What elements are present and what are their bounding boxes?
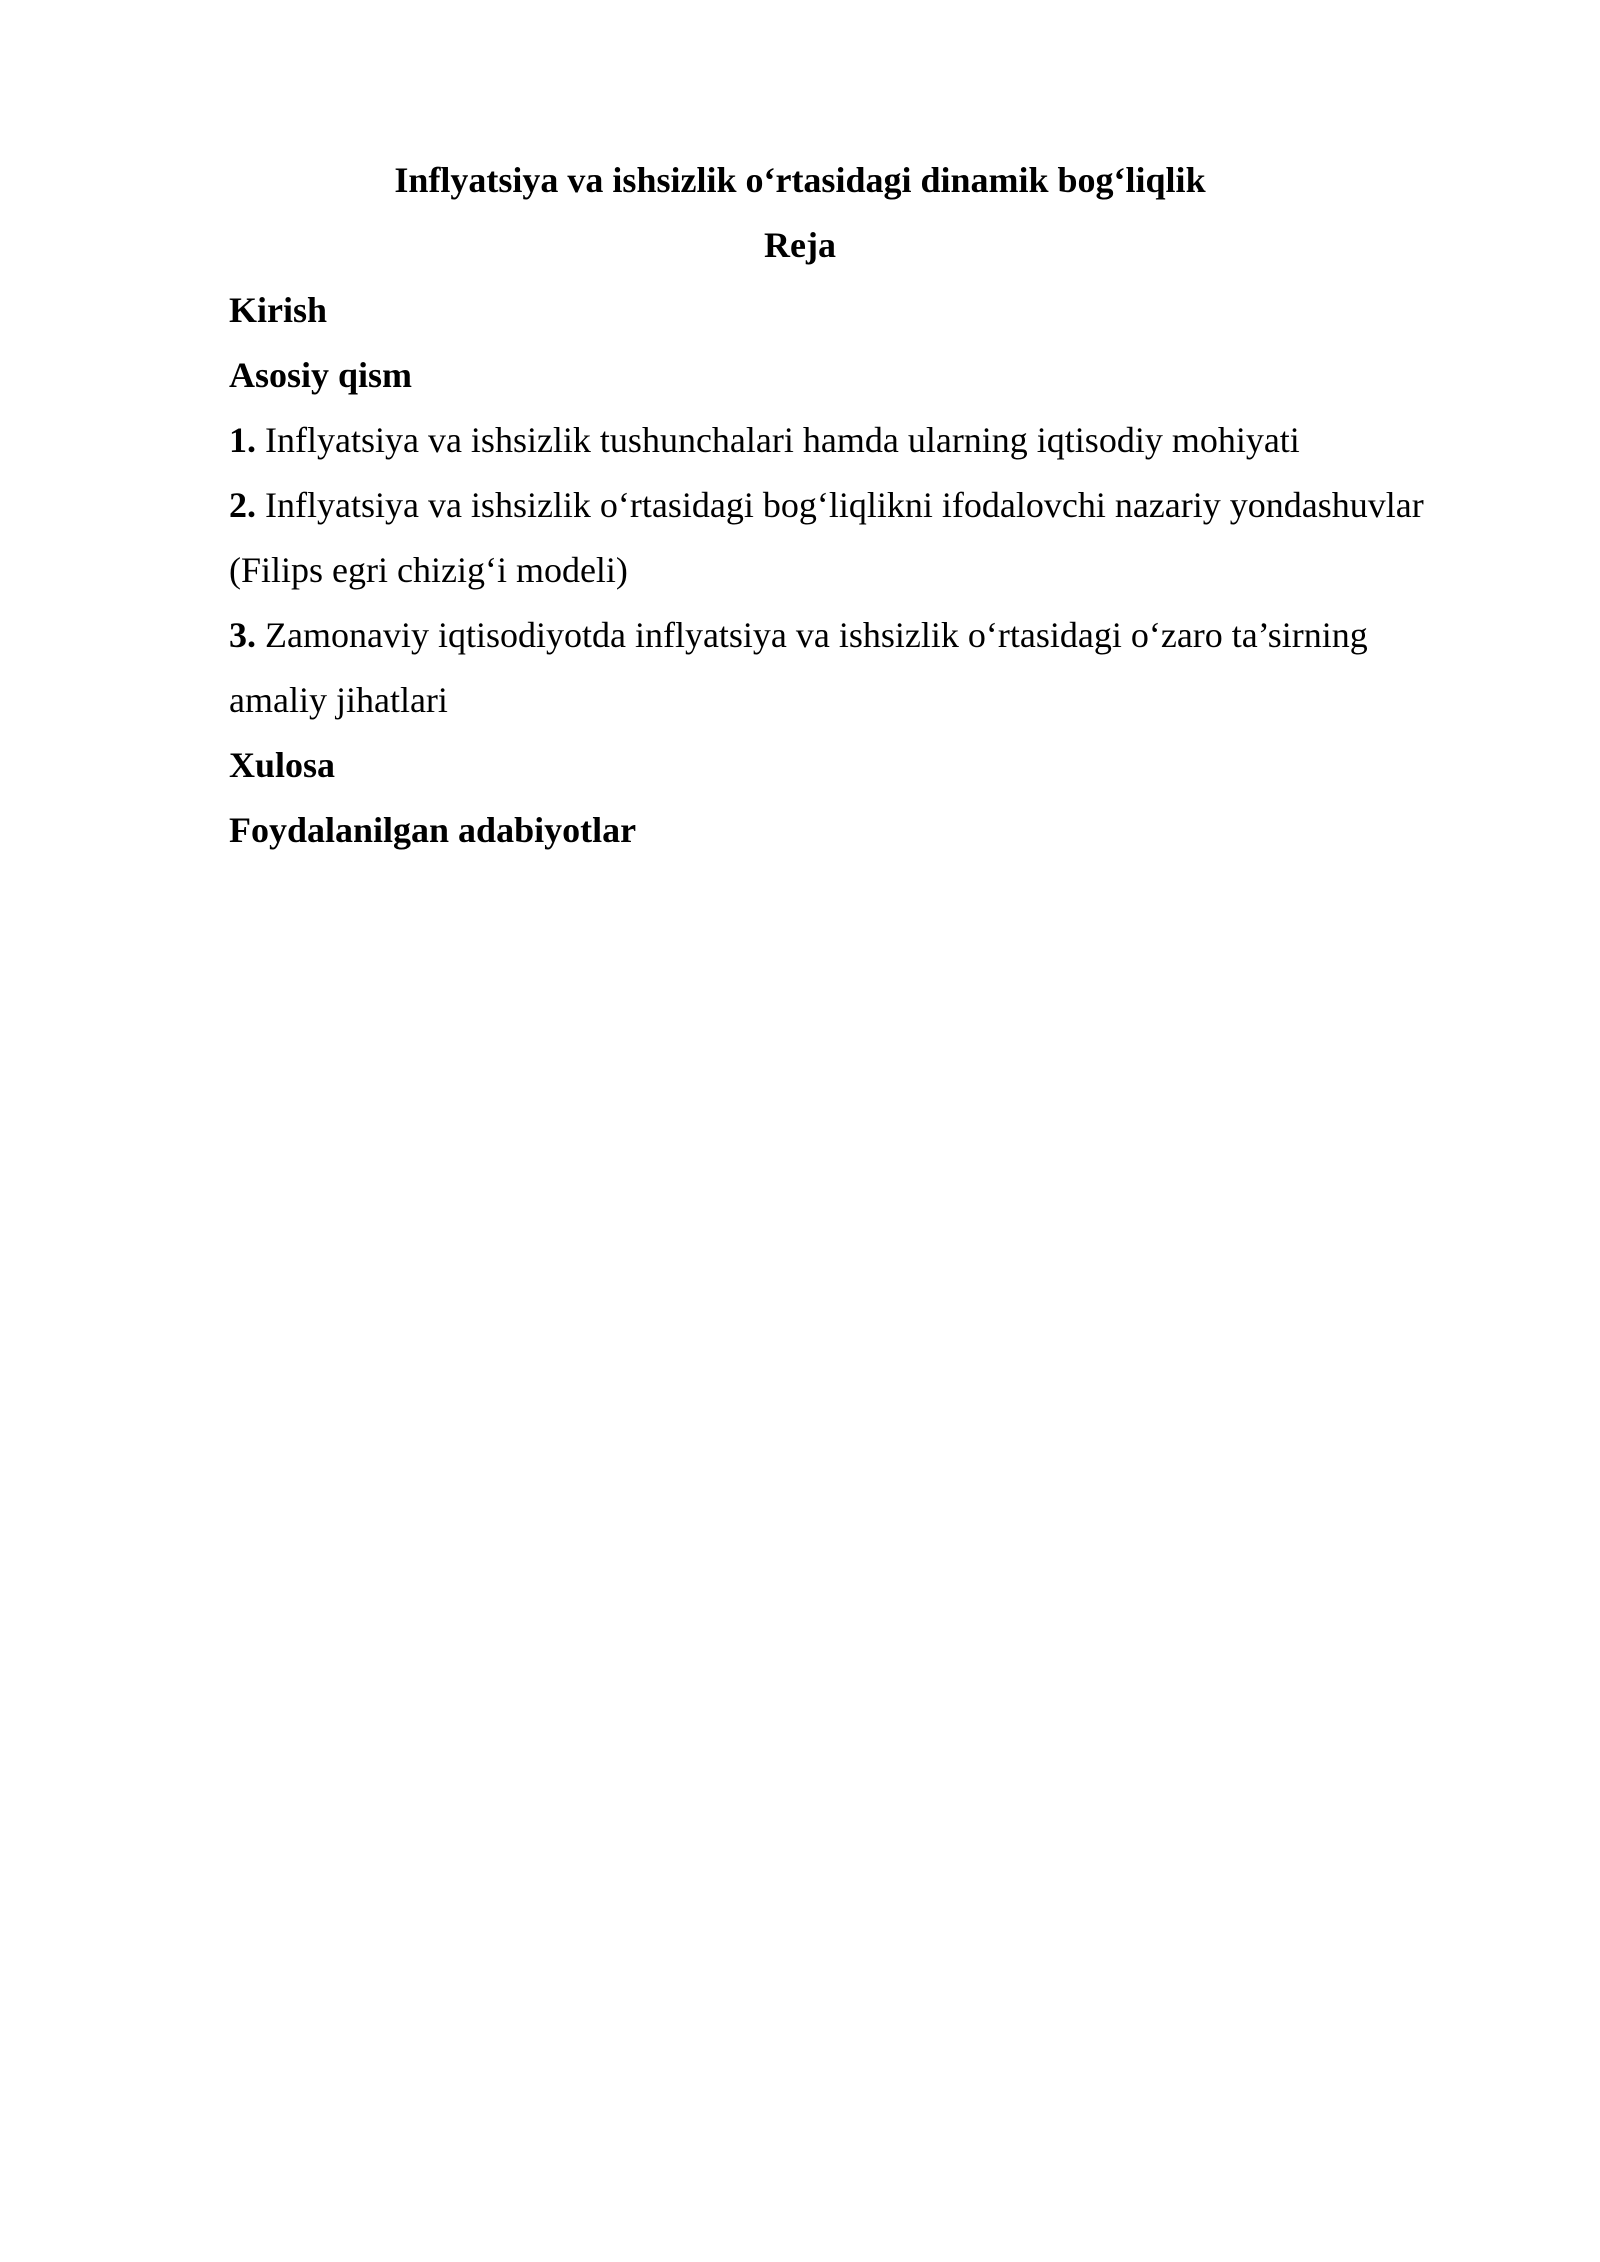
section-conclusion: Xulosa <box>229 745 336 785</box>
document-title: Inflyatsiya va ishsizlik o‘rtasidagi dinamik bog‘liqlik <box>394 160 1206 200</box>
plan-item-number: 1. <box>229 420 256 460</box>
section-intro: Kirish <box>229 290 328 330</box>
plan-item-text: Zamonaviy iqtisodiyotda inflyatsiya va ishsizlik o‘rtasidagi o‘zaro ta’sirning <box>256 615 1368 655</box>
document-content <box>229 148 1489 863</box>
plan-item-2 <box>229 473 1489 538</box>
plan-heading: Reja <box>764 225 836 265</box>
plan-item-3 <box>229 603 1489 668</box>
plan-item-text: Inflyatsiya va ishsizlik tushunchalari hamda ularning iqtisodiy mohiyati <box>256 420 1300 460</box>
plan-item-number: 3. <box>229 615 256 655</box>
plan-item-3-continuation: amaliy jihatlari <box>229 680 448 720</box>
plan-item-number: 2. <box>229 485 256 525</box>
plan-item-text: Inflyatsiya va ishsizlik o‘rtasidagi bog‘liqlikni ifodalovchi nazariy yondashuvlar <box>256 485 1424 525</box>
section-references: Foydalanilgan adabiyotlar <box>229 810 637 850</box>
plan-item-2-continuation: (Filips egri chizig‘i modeli) <box>229 550 628 590</box>
section-main: Asosiy qism <box>229 355 413 395</box>
plan-item-1 <box>229 408 1489 473</box>
